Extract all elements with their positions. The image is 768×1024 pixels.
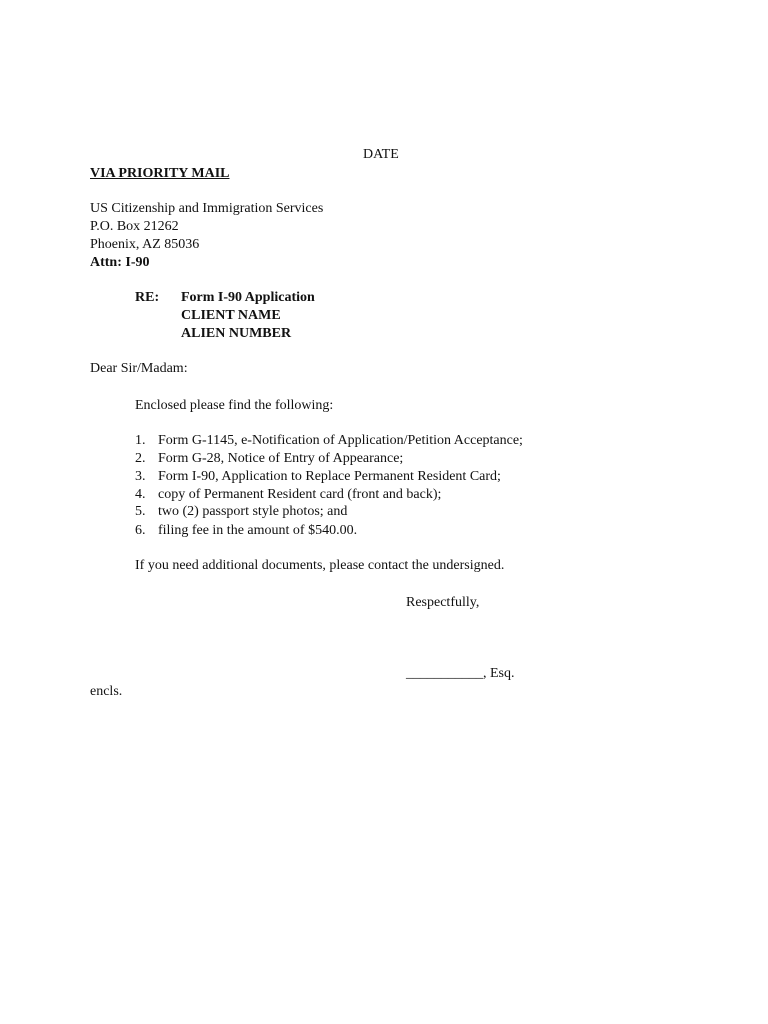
enclosure-item [135, 486, 441, 504]
enclosure-text: Form G-1145, e-Notification of Application/Petition Acceptance; [158, 433, 523, 448]
enclosure-item [135, 522, 357, 540]
enclosure-text: Form G-28, Notice of Entry of Appearance; [158, 451, 404, 466]
enclosure-number: 1. [135, 433, 146, 448]
enclosure-number: 4. [135, 487, 146, 502]
closing-paragraph: If you need additional documents, please contact the undersigned. [135, 558, 505, 573]
closing-respectfully: Respectfully, [406, 595, 480, 610]
enclosure-text: Form I-90, Application to Replace Permanent Resident Card; [158, 469, 501, 484]
recipient-address-line2: Phoenix, AZ 85036 [90, 237, 200, 252]
enclosure-item [135, 468, 501, 486]
re-label: RE: [135, 290, 160, 305]
re-line-client-name: CLIENT NAME [181, 308, 281, 323]
enclosure-item [135, 450, 403, 468]
enclosure-text: copy of Permanent Resident card (front and back); [158, 487, 442, 502]
recipient-address-line1: P.O. Box 21262 [90, 219, 179, 234]
recipient-attn: Attn: I-90 [90, 255, 150, 270]
intro-paragraph: Enclosed please find the following: [135, 398, 334, 413]
enclosure-number: 3. [135, 469, 146, 484]
re-line-alien-number: ALIEN NUMBER [181, 326, 292, 341]
enclosure-number: 2. [135, 451, 146, 466]
enclosure-text: filing fee in the amount of $540.00. [158, 523, 358, 538]
date-line: DATE [363, 147, 399, 162]
enclosure-item [135, 503, 347, 521]
salutation: Dear Sir/Madam: [90, 361, 188, 376]
re-line-subject: Form I-90 Application [181, 290, 315, 305]
signature-line: ___________, Esq. [406, 666, 515, 681]
enclosures-note: encls. [90, 684, 123, 699]
delivery-method: VIA PRIORITY MAIL [90, 166, 230, 181]
enclosure-item [135, 432, 523, 450]
recipient-name: US Citizenship and Immigration Services [90, 201, 324, 216]
enclosure-number: 5. [135, 504, 146, 519]
enclosure-text: two (2) passport style photos; and [158, 504, 348, 519]
enclosure-number: 6. [135, 523, 146, 538]
